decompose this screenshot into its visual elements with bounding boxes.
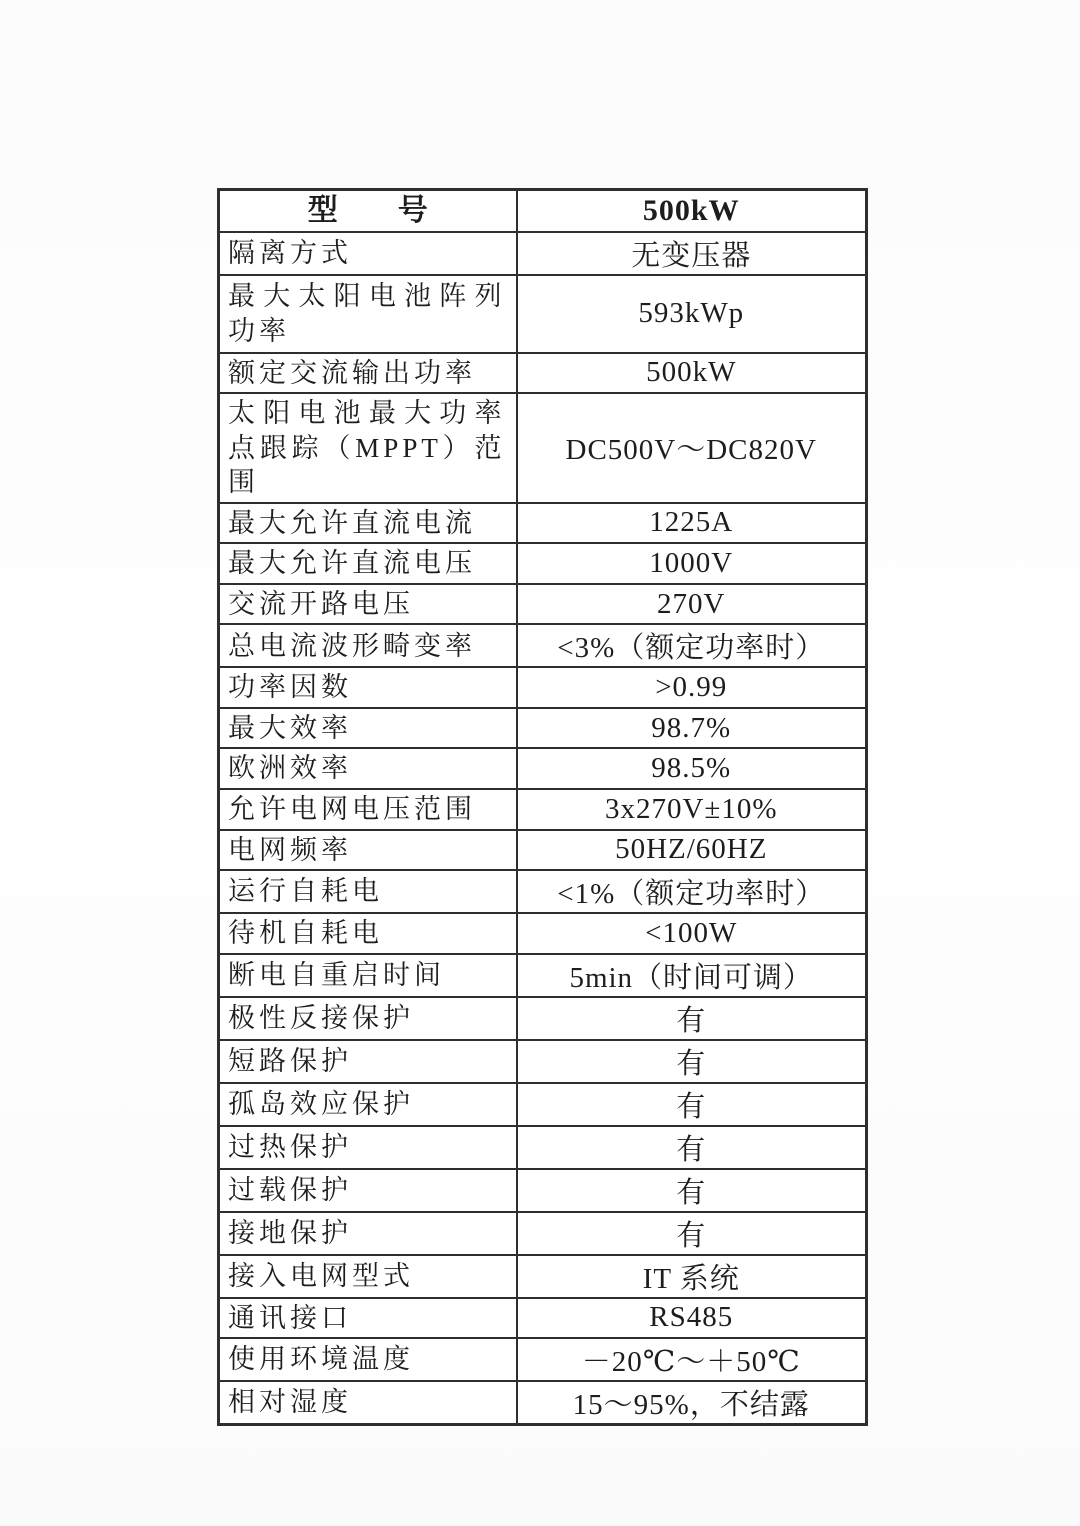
table-row [219,913,867,954]
spec-label: 孤岛效应保护 [219,1083,517,1126]
spec-value: <1%（额定功率时） [517,870,867,913]
table-row [219,667,867,708]
spec-value: 1000V [517,543,867,584]
table-row [219,1255,867,1298]
spec-value: 5min（时间可调） [517,954,867,997]
table-row [219,1126,867,1169]
spec-value: 3x270V±10% [517,789,867,830]
spec-label: 极性反接保护 [219,997,517,1040]
spec-value: 50HZ/60HZ [517,830,867,871]
table-row [219,624,867,667]
table-row [219,275,867,353]
table-row [219,232,867,275]
spec-label: 运行自耗电 [219,870,517,913]
spec-label: 欧洲效率 [219,748,517,789]
spec-value: 有 [517,997,867,1040]
spec-value: IT 系统 [517,1255,867,1298]
spec-value: 500kW [517,353,867,394]
table-row [219,1338,867,1381]
spec-value: 有 [517,1126,867,1169]
spec-value: 15～95%，不结露 [517,1381,867,1425]
spec-label: 交流开路电压 [219,584,517,625]
spec-label: 电网频率 [219,830,517,871]
table-row [219,1212,867,1255]
model-header-value: 500kW [517,190,867,232]
table-row [219,830,867,871]
spec-label: 隔离方式 [219,232,517,275]
spec-value: 有 [517,1212,867,1255]
table-row [219,1083,867,1126]
table-row [219,789,867,830]
spec-label: 总电流波形畸变率 [219,624,517,667]
inverter-spec-table [217,188,868,1426]
spec-label: 允许电网电压范围 [219,789,517,830]
spec-label: 断电自重启时间 [219,954,517,997]
table-row [219,748,867,789]
spec-value: 593kWp [517,275,867,353]
spec-label: 功率因数 [219,667,517,708]
spec-value: DC500V～DC820V [517,393,867,503]
spec-label: 最大太阳电池阵列功率 [219,275,517,353]
spec-value: 98.5% [517,748,867,789]
spec-label: 短路保护 [219,1040,517,1083]
spec-label: 最大效率 [219,708,517,749]
table-row [219,503,867,544]
spec-label: 最大允许直流电压 [219,543,517,584]
table-row [219,1169,867,1212]
spec-label: 过热保护 [219,1126,517,1169]
spec-label: 通讯接口 [219,1298,517,1339]
spec-value: >0.99 [517,667,867,708]
table-row [219,353,867,394]
spec-label: 最大允许直流电流 [219,503,517,544]
header-row [219,190,867,232]
table-row [219,584,867,625]
spec-label: 接地保护 [219,1212,517,1255]
model-header-label: 型 号 [219,190,517,232]
spec-label: 额定交流输出功率 [219,353,517,394]
table-row [219,1040,867,1083]
spec-value: 有 [517,1169,867,1212]
spec-label: 接入电网型式 [219,1255,517,1298]
spec-label: 待机自耗电 [219,913,517,954]
table-row [219,997,867,1040]
spec-value: 无变压器 [517,232,867,275]
table-row [219,543,867,584]
spec-value: －20℃～＋50℃ [517,1338,867,1381]
table-row [219,1298,867,1339]
spec-value: 270V [517,584,867,625]
table-row [219,1381,867,1425]
spec-table-body [219,190,867,1425]
spec-label: 相对湿度 [219,1381,517,1425]
table-row [219,393,867,503]
table-row [219,954,867,997]
spec-value: 有 [517,1083,867,1126]
spec-value: <100W [517,913,867,954]
spec-value: RS485 [517,1298,867,1339]
spec-value: 98.7% [517,708,867,749]
spec-label: 使用环境温度 [219,1338,517,1381]
table-row [219,708,867,749]
spec-label: 过载保护 [219,1169,517,1212]
spec-value: 1225A [517,503,867,544]
table-row [219,870,867,913]
spec-value: 有 [517,1040,867,1083]
spec-label: 太阳电池最大功率点跟踪（MPPT）范围 [219,393,517,503]
spec-value: <3%（额定功率时） [517,624,867,667]
